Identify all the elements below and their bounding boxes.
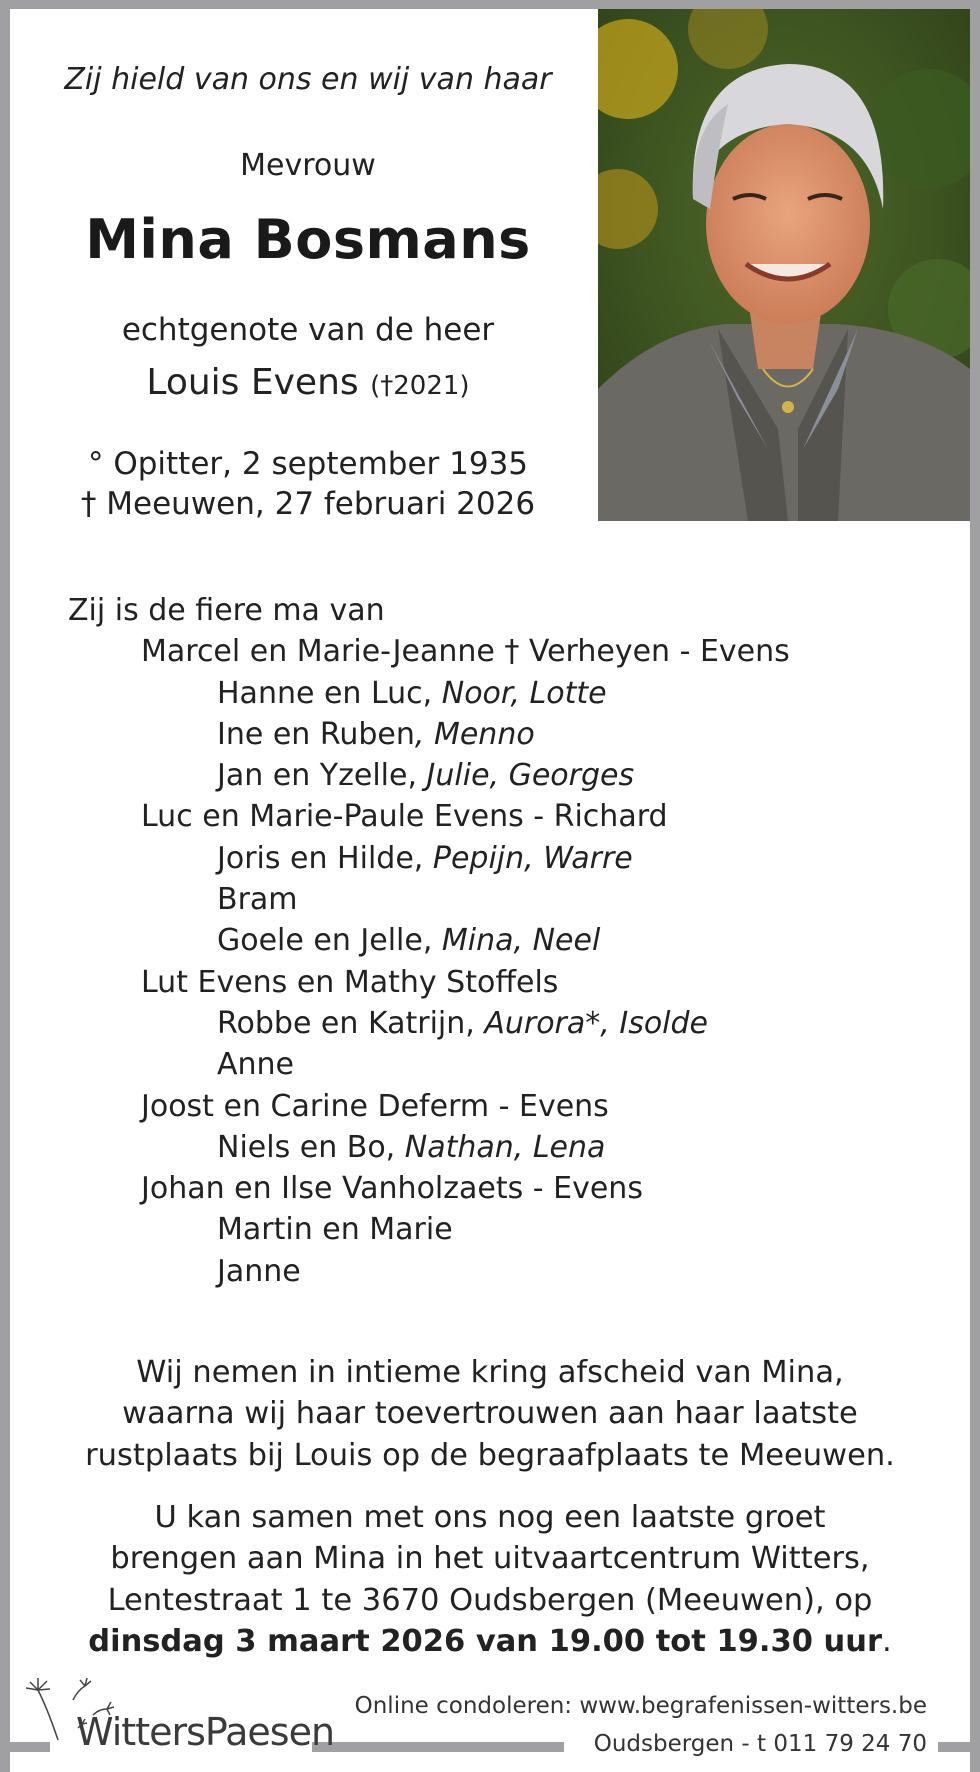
visit-date: dinsdag 3 maart 2026 van 19.00 tot 19.30 uur [88,1623,883,1659]
family-row [68,1044,790,1085]
family-row-grandchildren: Noor, Lotte [441,675,607,711]
family-intro: Zij is de fiere ma van [68,593,385,628]
visit-date-line [30,1621,950,1662]
spouse-name: Louis Evens [146,362,359,403]
family-row-names: Niels en Bo, [217,1129,405,1165]
family-row [68,1209,790,1250]
family-row-names: Marcel en Marie-Jeanne † Verheyen - Evens [141,634,790,670]
farewell-line: rustplaats bij Louis op de begraafplaats te Meeuwen. [85,1437,895,1473]
portrait-photo [598,9,970,521]
family-row [68,1086,790,1127]
contact-info: Oudsbergen - t 011 79 24 70 [593,1731,927,1757]
family-row [68,879,790,920]
family-row [68,1168,790,1209]
frame-top-border [0,0,980,9]
condolence-link[interactable]: Online condoleren: www.begrafenissen-witters.be [354,1693,927,1719]
family-row-grandchildren: , Menno [414,716,535,752]
family-row-names: Martin en Marie [217,1212,453,1248]
spouse-intro: echtgenote van de heer [121,312,495,348]
family-row-grandchildren: Nathan, Lena [404,1129,606,1165]
death-line: † Meeuwen, 27 februari 2026 [80,486,536,522]
family-row-names: Johan en Ilse Vanholzaets - Evens [141,1171,643,1207]
farewell-line: waarna wij haar toevertrouwen aan haar laatste [122,1396,858,1432]
family-row-names: Janne [217,1253,301,1289]
family-row [68,631,790,672]
family-row-names: Hanne en Luc, [217,675,442,711]
logo-text: WittersPaesen [76,1710,335,1754]
honorific: Mevrouw [240,148,376,183]
family-row-grandchildren: Julie, Georges [426,758,635,794]
family-row [68,1003,790,1044]
family-row [68,796,790,837]
family-row-names: Joost en Carine Deferm - Evens [141,1088,609,1124]
spouse-died: (†2021) [370,371,470,401]
family-row-names: Robbe en Katrijn, [217,1005,485,1041]
frame-left-border [0,0,10,1772]
family-row-grandchildren: Aurora*, Isolde [484,1005,709,1041]
family-row-grandchildren: Mina, Neel [441,923,601,959]
family-row [68,1251,790,1292]
visit-line: Lentestraat 1 te 3670 Oudsbergen (Meeuwen), op [107,1582,873,1618]
family-row [68,755,790,796]
spouse-line [10,362,606,403]
visit-line: U kan samen met ons nog een laatste groet [154,1500,826,1535]
visit-paragraph [30,1497,950,1662]
family-row [68,714,790,755]
family-list [68,590,790,1292]
family-row [68,1127,790,1168]
family-row-names: Joris en Hilde, [217,840,433,876]
family-rows [68,631,790,1292]
family-row-names: Goele en Jelle, [217,923,442,959]
family-row [68,673,790,714]
visit-line: brengen aan Mina in het uitvaartcentrum Witters, [110,1541,870,1577]
deceased-name: Mina Bosmans [85,208,531,271]
family-row [68,920,790,961]
farewell-paragraph [30,1352,950,1476]
family-row [68,838,790,879]
family-row-names: Lut Evens en Mathy Stoffels [141,964,559,1000]
family-row-names: Luc en Marie-Paule Evens - Richard [141,799,668,835]
frame-bottom-border-middle [312,1742,564,1752]
family-row-names: Ine en Ruben [217,716,415,752]
family-row-names: Anne [217,1047,295,1083]
visit-date-end: . [882,1623,892,1659]
motto: Zij hield van ons en wij van haar [64,62,552,97]
family-row-names: Jan en Yzelle, [217,758,427,794]
farewell-line: Wij nemen in intieme kring afscheid van Mina, [136,1355,844,1390]
frame-right-border [970,0,980,1772]
family-row-names: Bram [217,882,298,918]
family-row-grandchildren: Pepijn, Warre [432,840,633,876]
family-row [68,962,790,1003]
birth-line: ° Opitter, 2 september 1935 [87,446,529,482]
frame-bottom-border-right [938,1742,980,1752]
